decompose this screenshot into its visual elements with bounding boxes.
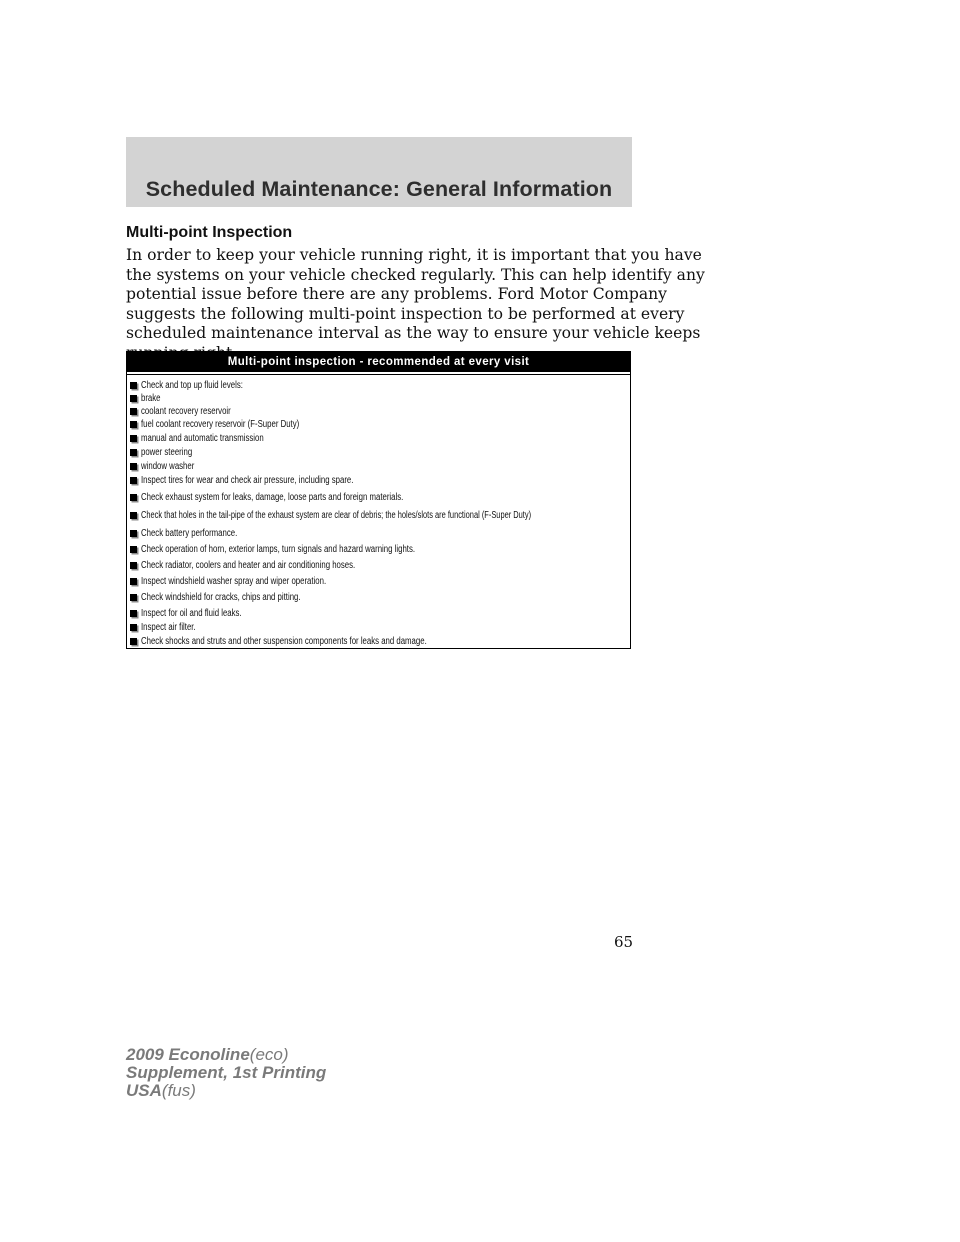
checklist-item [130, 575, 378, 588]
footer-imprint [126, 1046, 326, 1100]
checklist-item-text: brake [141, 393, 161, 404]
section-header-band [126, 137, 632, 207]
checklist-item-text: Inspect windshield washer spray and wiper operation. [141, 576, 327, 587]
checklist-item [130, 491, 477, 504]
checkbox-icon [130, 512, 137, 519]
checklist-item-text: Inspect for oil and fluid leaks. [141, 608, 242, 619]
checklist-item [130, 509, 665, 522]
checkbox-icon [130, 408, 137, 415]
checkbox-icon [130, 449, 137, 456]
checklist-item [130, 432, 298, 445]
checklist-item-text: Check windshield for cracks, chips and pitting. [141, 592, 301, 603]
checklist-item-text: Inspect tires for wear and check air pressure, including spare. [141, 475, 354, 486]
page-number: 65 [614, 933, 634, 951]
checklist-item [130, 446, 207, 459]
checklist-title: Multi-point inspection - recommended at every visit [127, 352, 630, 372]
checklist-item [130, 543, 492, 556]
checkbox-icon [130, 610, 137, 617]
intro-line: scheduled maintenance interval as the way to ensure your vehicle keeps [126, 324, 701, 342]
checkbox-icon [130, 463, 137, 470]
intro-paragraph [126, 246, 705, 363]
checkbox-icon [130, 546, 137, 553]
checkbox-icon [130, 435, 137, 442]
checklist-item-text: Check shocks and struts and other suspension components for leaks and damage. [141, 636, 427, 647]
intro-line: suggests the following multi-point inspection to be performed at every [126, 304, 685, 323]
checklist-item-text: manual and automatic transmission [141, 433, 264, 444]
checklist-item [130, 591, 346, 604]
intro-line: the systems on your vehicle checked regularly. This can help identify any [126, 265, 705, 284]
footer-printing: Supplement, 1st Printing [126, 1063, 327, 1082]
checklist-item [130, 379, 272, 392]
checkbox-icon [130, 594, 137, 601]
footer-market-code: (fus) [161, 1081, 196, 1100]
page-title: Scheduled Maintenance: General Information [145, 177, 613, 201]
checkbox-icon [130, 494, 137, 501]
checklist-item-text: power steering [141, 447, 193, 458]
checkbox-icon [130, 395, 137, 402]
checklist-item [130, 392, 166, 405]
checkbox-icon [130, 477, 137, 484]
checklist-item [130, 527, 264, 540]
checklist-item [130, 559, 416, 572]
intro-line: In order to keep your vehicle running right, it is important that you have [126, 246, 702, 264]
checklist-item-text: coolant recovery reservoir [141, 406, 231, 417]
checklist-item-text: Check that holes in the tail-pipe of the exhaust system are clear of debris; the holes/slots are functional (F-Super Duty) [141, 510, 532, 521]
checklist-item [130, 635, 507, 648]
checklist-item [130, 607, 270, 620]
checklist-item-text: Check and top up fluid levels: [141, 380, 243, 391]
footer-line [126, 1082, 326, 1100]
checkbox-icon [130, 421, 137, 428]
footer-model-code: (eco) [249, 1045, 289, 1064]
checkbox-icon [130, 638, 137, 645]
checklist-item [130, 460, 209, 473]
checklist-item [130, 418, 344, 431]
checklist-item [130, 474, 413, 487]
checklist-item-text: Check exhaust system for leaks, damage, loose parts and foreign materials. [141, 492, 404, 503]
checkbox-icon [130, 382, 137, 389]
checklist-item [130, 405, 256, 418]
checkbox-icon [130, 530, 137, 537]
checkbox-icon [130, 578, 137, 585]
checkbox-icon [130, 624, 137, 631]
checklist-item-text: Check operation of horn, exterior lamps, turn signals and hazard warning lights. [141, 544, 416, 555]
footer-market: USA [126, 1081, 162, 1100]
checklist-item-text: window washer [141, 461, 195, 472]
checklist-item-text: Check battery performance. [141, 528, 238, 539]
checklist-item-text: Inspect air filter. [141, 622, 196, 633]
inspection-checklist-box [126, 351, 631, 649]
intro-line: potential issue before there are any problems. Ford Motor Company [126, 285, 667, 303]
footer-line [126, 1046, 326, 1064]
footer-model: 2009 Econoline [126, 1045, 250, 1064]
checklist-item [130, 621, 211, 634]
checkbox-icon [130, 562, 137, 569]
checklist-item-text: Check radiator, coolers and heater and air conditioning hoses. [141, 560, 356, 571]
section-heading: Multi-point Inspection [126, 224, 293, 241]
checklist-divider [127, 374, 630, 375]
checklist-item-text: fuel coolant recovery reservoir (F-Super Duty) [141, 419, 300, 430]
